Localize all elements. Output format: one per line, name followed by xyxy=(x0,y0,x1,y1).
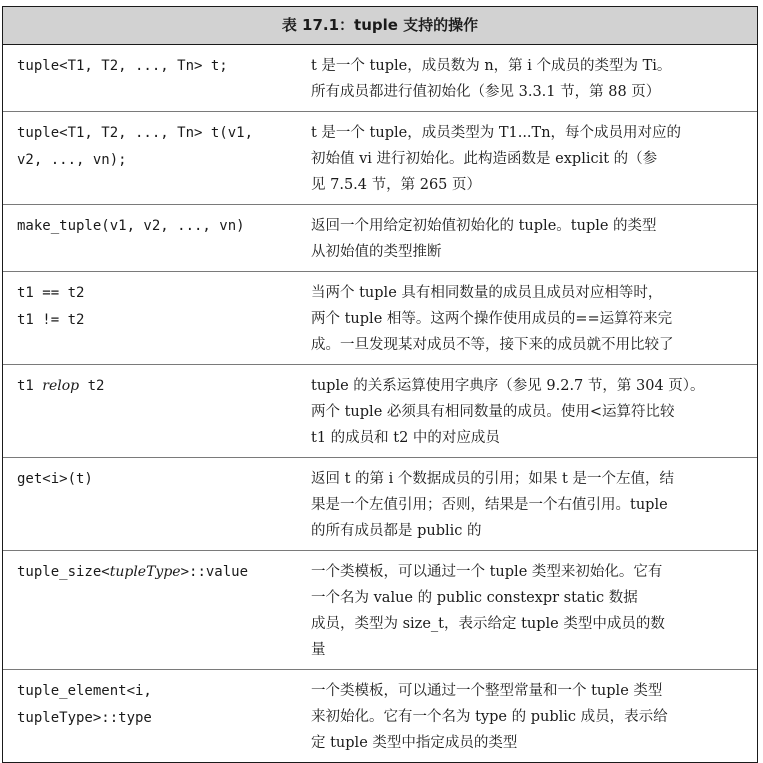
table-row xyxy=(3,112,757,205)
operation-cell: t1 relop t2 xyxy=(17,378,105,394)
description-cell: t 是一个 tuple，成员数为 n，第 i 个成员的类型为 Ti。 所有成员都进行值初始化（参见 3.3.1 节，第 88 页） xyxy=(311,58,672,100)
operation-cell: make_tuple(v1, v2, ..., vn) xyxy=(17,218,245,234)
operation-cell: get<i>(t) xyxy=(17,471,93,487)
table-row xyxy=(3,670,757,762)
description-cell: 一个类模板，可以通过一个整型常量和一个 tuple 类型 来初始化。它有一个名为 type 的 public 成员，表示给 定 tuple 类型中指定成员的类型 xyxy=(311,683,668,751)
operation-cell: tuple<T1, T2, ..., Tn> t(v1, v2, ..., vn); xyxy=(17,125,254,168)
description-cell: 当两个 tuple 具有相同数量的成员且成员对应相等时， 两个 tuple 相等。这两个操作使用成员的==运算符来完 成。一旦发现某对成员不等，接下来的成员就不用比较了 xyxy=(311,285,674,353)
table-row xyxy=(3,551,757,670)
description-cell: tuple 的关系运算使用字典序（参见 9.2.7 节，第 304 页）。 两个 tuple 必须具有相同数量的成员。使用<运算符比较 t1 的成员和 t2 中的对应成员 xyxy=(311,378,705,446)
description-cell: 返回一个用给定初始值初始化的 tuple。tuple 的类型 从初始值的类型推断 xyxy=(311,218,657,260)
table-row xyxy=(3,45,757,112)
operation-cell: tuple_element<i, tupleType>::type xyxy=(17,683,152,726)
tuple-operations-table xyxy=(2,6,758,763)
operation-cell: tuple_size<tupleType>::value xyxy=(17,564,249,580)
table-row xyxy=(3,205,757,272)
description-cell: 返回 t 的第 i 个数据成员的引用；如果 t 是一个左值，结 果是一个左值引用；否则，结果是一个右值引用。tuple 的所有成员都是 public 的 xyxy=(311,471,674,539)
operation-cell: tuple<T1, T2, ..., Tn> t; xyxy=(17,58,228,74)
description-cell: t 是一个 tuple，成员类型为 T1...Tn，每个成员用对应的 初始值 vi 进行初始化。此构造函数是 explicit 的（参 见 7.5.4 节，第 265 页） xyxy=(311,125,682,193)
table-title: 表 17.1：tuple 支持的操作 xyxy=(3,7,757,45)
table-row xyxy=(3,365,757,458)
table-row xyxy=(3,458,757,551)
operation-cell: t1 == t2 t1 != t2 xyxy=(17,285,85,328)
table-row xyxy=(3,272,757,365)
description-cell: 一个类模板，可以通过一个 tuple 类型来初始化。它有 一个名为 value 的 public constexpr static 数据 成员，类型为 size_t，表示给定 tuple 类型中成员的数 量 xyxy=(311,564,665,658)
